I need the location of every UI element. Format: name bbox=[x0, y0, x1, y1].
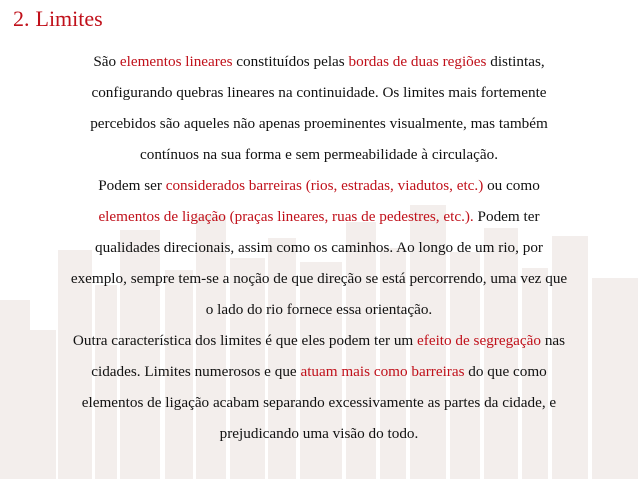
text-line bbox=[14, 139, 624, 170]
text-line bbox=[14, 232, 624, 263]
text-line bbox=[14, 77, 624, 108]
highlighted-phrase: efeito de segregação bbox=[417, 332, 542, 349]
text-segment: o lado do rio fornece essa orientação. bbox=[205, 301, 433, 318]
title-number: 2. bbox=[13, 6, 30, 31]
text-segment: ou como bbox=[483, 177, 540, 194]
text-segment: configurando quebras lineares na continuidade. Os limites mais fortemente bbox=[91, 84, 547, 101]
highlighted-phrase: bordas de duas regiões bbox=[348, 53, 487, 70]
text-segment: distintas, bbox=[486, 53, 545, 70]
text-line bbox=[14, 263, 624, 294]
text-line bbox=[14, 108, 624, 139]
text-segment: prejudicando uma visão do todo. bbox=[219, 425, 419, 442]
text-segment: São bbox=[93, 53, 120, 70]
text-segment: exemplo, sempre tem-se a noção de que direção se está percorrendo, uma vez que bbox=[70, 270, 568, 287]
text-line bbox=[14, 418, 624, 449]
text-segment: do que como bbox=[464, 363, 547, 380]
slide-title bbox=[13, 6, 103, 32]
text-segment: nas bbox=[541, 332, 566, 349]
text-segment: constituídos pelas bbox=[232, 53, 349, 70]
text-segment: elementos de ligação acabam separando excessivamente as partes da cidade, e bbox=[81, 394, 557, 411]
text-line bbox=[14, 356, 624, 387]
text-line bbox=[14, 170, 624, 201]
highlighted-phrase: considerados barreiras (rios, estradas, viadutos, etc.) bbox=[165, 177, 484, 194]
text-segment: Podem ter bbox=[473, 208, 540, 225]
text-segment: Podem ser bbox=[98, 177, 166, 194]
text-segment: qualidades direcionais, assim como os caminhos. Ao longo de um rio, por bbox=[95, 239, 543, 256]
text-segment: percebidos são aqueles não apenas proeminentes visualmente, mas também bbox=[90, 115, 548, 132]
body-text bbox=[14, 46, 624, 449]
text-line bbox=[14, 46, 624, 77]
text-line bbox=[14, 294, 624, 325]
title-text: Limites bbox=[35, 6, 103, 31]
text-line bbox=[14, 387, 624, 418]
text-line bbox=[14, 201, 624, 232]
highlighted-phrase: elementos de ligação (praças lineares, ruas de pedestres, etc.). bbox=[98, 208, 474, 225]
text-segment: contínuos na sua forma e sem permeabilidade à circulação. bbox=[139, 146, 499, 163]
highlighted-phrase: atuam mais como barreiras bbox=[300, 363, 465, 380]
text-segment: Outra característica dos limites é que eles podem ter um bbox=[72, 332, 418, 349]
text-segment: cidades. Limites numerosos e que bbox=[91, 363, 301, 380]
highlighted-phrase: elementos lineares bbox=[119, 53, 233, 70]
text-line bbox=[14, 325, 624, 356]
